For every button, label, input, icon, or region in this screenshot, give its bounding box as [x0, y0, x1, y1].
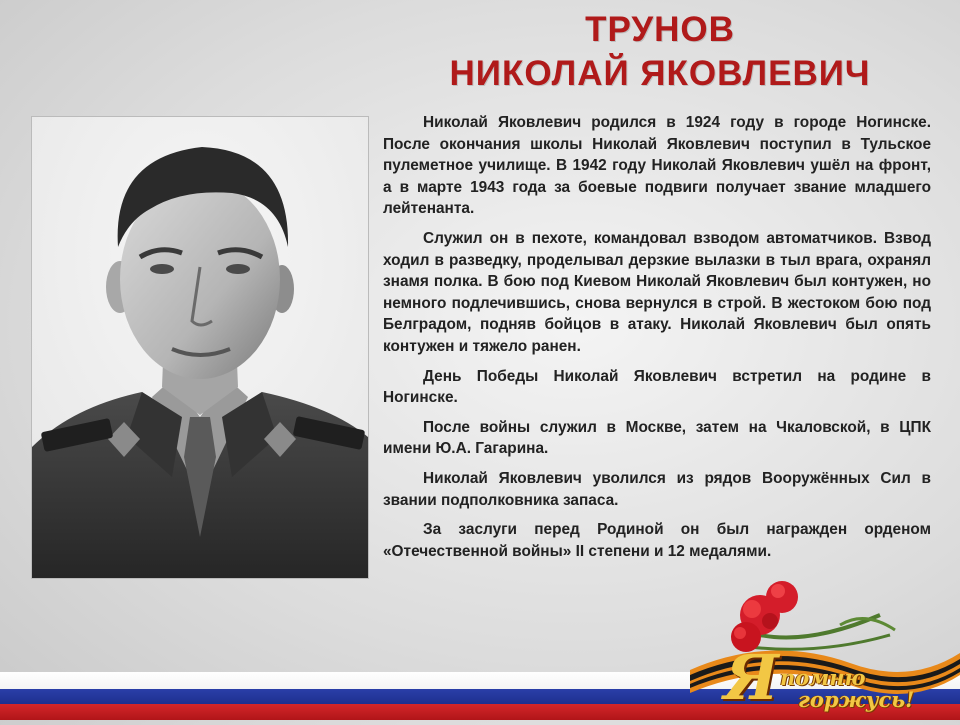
- bio-paragraph: Служил он в пехоте, командовал взводом автоматчиков. Взвод ходил в разведку, проделывал дерзкие вылазки в тыл врага, охранял знамя полка. В бою под Киевом Николай Яковлевич был контужен, но немного подлечившись, снова вернулся в строй. В жестоком бою под Белградом, подняв бойцов в атаку. Николай Яковлевич был опять контужен и тяжело ранен.: [383, 229, 931, 355]
- title-name: НИКОЛАЙ ЯКОВЛЕВИЧ: [449, 54, 871, 93]
- page-title: [380, 8, 940, 96]
- title-surname: ТРУНОВ: [585, 10, 735, 49]
- bio-paragraph: День Победы Николай Яковлевич встретил на родине в Ногинске.: [383, 367, 931, 407]
- emblem-line-remember: помню: [780, 665, 866, 690]
- bio-paragraph: После войны служил в Москве, затем на Чкаловской, в ЦПК имени Ю.А. Гагарина.: [383, 418, 931, 458]
- memorial-emblem: [690, 575, 960, 720]
- emblem-line-proud: горжусь!: [798, 687, 915, 712]
- bio-paragraph: За заслуги перед Родиной он был награжден орденом «Отечественной войны» II степени и 12 медалями.: [383, 521, 931, 560]
- emblem-letter: Я: [724, 641, 779, 714]
- biography-text: [383, 112, 931, 570]
- portrait-image: [32, 117, 368, 578]
- portrait-photo: [31, 116, 369, 579]
- bio-paragraph: Николай Яковлевич уволился из рядов Вооружённых Сил в звании подполковника запаса.: [383, 469, 931, 509]
- bio-paragraph: Николай Яковлевич родился в 1924 году в городе Ногинске. После окончания школы Николай Яковлевич поступил в Тульское пулеметное училище. В 1942 году Николай Яковлевич ушёл на фронт, а в марте 1943 года за боевые подвиги получает звание младшего лейтенанта.: [383, 114, 931, 218]
